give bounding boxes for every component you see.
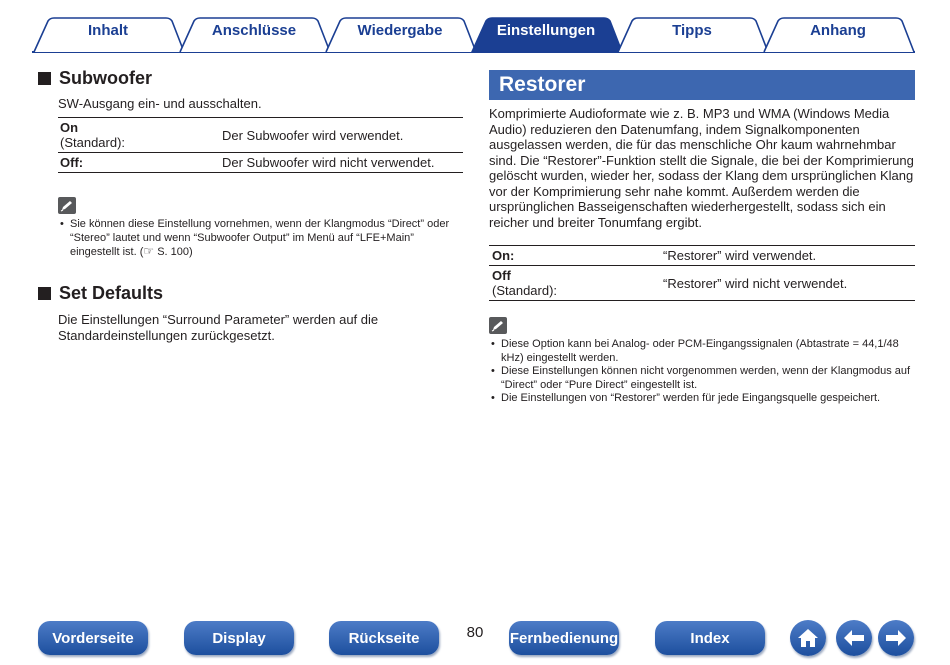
pencil-note-icon — [489, 317, 507, 334]
subwoofer-options-table — [58, 117, 463, 173]
subwoofer-notes — [58, 197, 463, 260]
right-column — [489, 70, 915, 406]
table-row — [489, 246, 915, 266]
home-icon — [796, 627, 820, 649]
tab-anhang[interactable]: Anhang — [810, 22, 866, 39]
restorer-description: Komprimierte Audioformate wie z. B. MP3 und WMA (Windows Media Audio) reduzieren den Datenumfang, indem Signalkomponenten ausgelassen werden, die für das menschliche Ohr kaum wahrnehmbar sind. Die “Restorer”-Funktion stellt die Signale, die bei der Komprimierung gelöscht wurden, wieder her, sodass der Klang dem ursprünglichen Klang vor der Komprimierung sehr nahe kommt. Außerdem werden die ursprünglichen Basseigenschaften wiederhergestellt, sodass sich ein reicher und breiter Tonumfang ergibt. — [489, 106, 914, 230]
list-item — [58, 218, 463, 260]
remote-control-button[interactable]: Fernbedienung — [509, 621, 619, 655]
back-arrow-icon — [842, 628, 866, 648]
option-key-main: On: — [492, 248, 515, 263]
table-row — [58, 118, 463, 153]
restorer-notes — [489, 317, 915, 406]
option-value: “Restorer” wird verwendet. — [660, 246, 915, 266]
option-key — [58, 118, 220, 153]
option-key-main: Off — [492, 268, 511, 283]
set-defaults-title: Set Defaults — [59, 283, 164, 303]
subwoofer-title: Subwoofer — [59, 67, 152, 88]
page-number: 80 — [466, 624, 484, 641]
table-row — [489, 266, 915, 301]
left-column — [38, 66, 463, 344]
option-key-sub: (Standard): — [492, 283, 558, 298]
option-key — [489, 266, 660, 301]
display-button[interactable]: Display — [184, 621, 294, 655]
set-defaults-description: Die Einstellungen “Surround Parameter” werden auf die Standardeinstellungen zurückgesetzt. — [58, 311, 379, 343]
table-row — [58, 153, 463, 173]
tab-bar — [0, 0, 950, 56]
note-ref-prefix: ( — [139, 246, 144, 258]
notes-list — [58, 218, 463, 260]
option-key-sub: (Standard): — [60, 135, 126, 150]
subwoofer-description: SW-Ausgang ein- und ausschalten. — [58, 96, 262, 111]
notes-list — [489, 338, 915, 406]
page-reference-link[interactable]: S. 100) — [157, 246, 193, 258]
list-item: • Die Einstellungen von “Restorer” werden für jede Eingangsquelle gespeichert. — [489, 392, 915, 406]
back-button[interactable] — [836, 620, 872, 656]
option-value: “Restorer” wird nicht verwendet. — [660, 266, 915, 301]
subwoofer-heading — [38, 66, 463, 90]
option-key — [58, 153, 220, 173]
set-defaults-heading — [38, 282, 463, 306]
rear-panel-button[interactable]: Rückseite — [329, 621, 439, 655]
list-item: • Diese Option kann bei Analog- oder PCM-Eingangssignalen (Abtastrate = 44,1/48 kHz) eingestellt werden. — [489, 338, 915, 365]
front-panel-button[interactable]: Vorderseite — [38, 621, 148, 655]
section-square-icon — [38, 287, 51, 300]
index-button[interactable]: Index — [655, 621, 765, 655]
note-text: Sie können diese Einstellung vornehmen, wenn der Klangmodus “Direct” oder “Stereo” lautet und wenn “Subwoofer Output” im Menü auf “LFE+Main” eingestellt ist. — [70, 218, 450, 258]
restorer-options-table — [489, 245, 915, 301]
tab-anschluesse[interactable]: Anschlüsse — [211, 22, 297, 39]
option-key-main: On — [60, 120, 79, 135]
forward-button[interactable] — [878, 620, 914, 656]
home-button[interactable] — [790, 620, 826, 656]
restorer-title: Restorer — [489, 70, 915, 100]
option-value: Der Subwoofer wird verwendet. — [220, 118, 463, 153]
option-key-main: Off: — [60, 155, 84, 170]
tab-wiedergabe[interactable]: Wiedergabe — [357, 22, 443, 39]
tab-inhalt[interactable]: Inhalt — [88, 22, 128, 39]
list-item: • Diese Einstellungen können nicht vorgenommen werden, wenn der Klangmodus auf “Direct” oder “Pure Direct” eingestellt ist. — [489, 365, 915, 392]
option-key — [489, 246, 660, 266]
section-square-icon — [38, 72, 51, 85]
forward-arrow-icon — [884, 628, 908, 648]
tab-tipps[interactable]: Tipps — [672, 22, 712, 39]
pencil-note-icon — [58, 197, 76, 214]
tab-einstellungen[interactable]: Einstellungen — [496, 22, 596, 39]
pointing-hand-icon: ☞ — [143, 244, 155, 258]
option-value: Der Subwoofer wird nicht verwendet. — [220, 153, 463, 173]
